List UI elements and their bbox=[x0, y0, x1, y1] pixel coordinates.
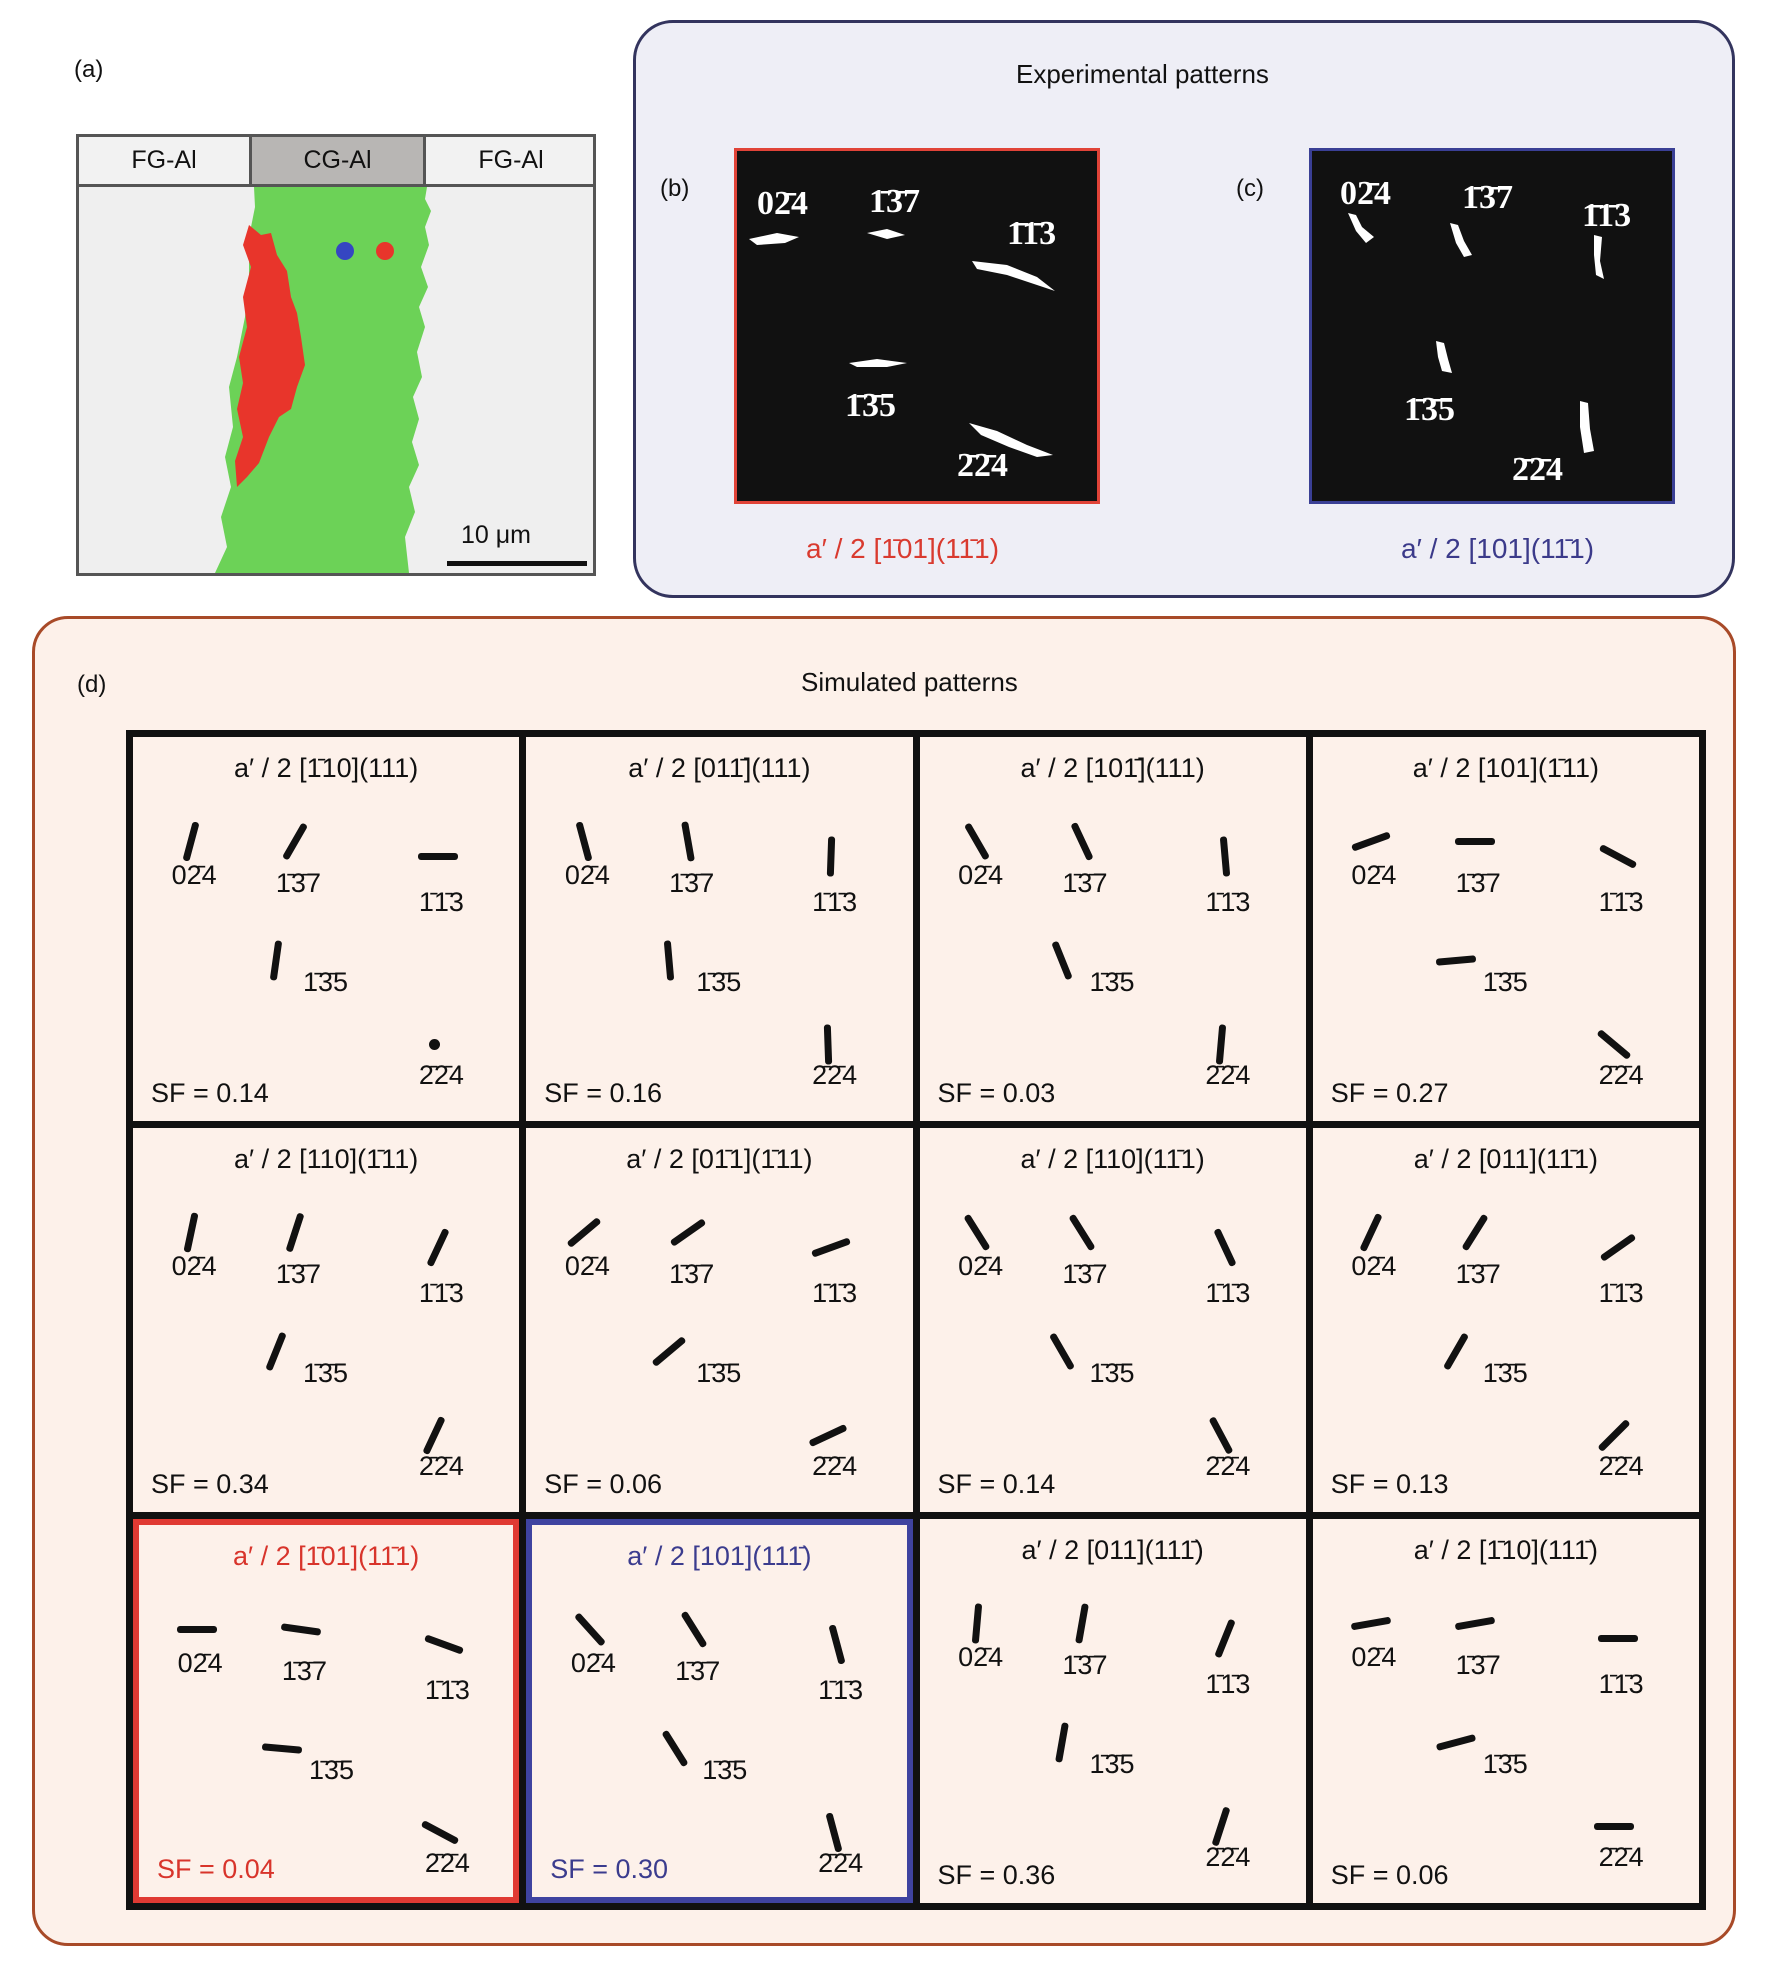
kikuchi-band-2 bbox=[286, 1212, 305, 1252]
spot-label-4: 1̄3̄5 bbox=[308, 1755, 354, 1786]
exp-c-spot-135: 1̄3̄5 bbox=[1404, 391, 1455, 428]
spot-label-2: 1̄3̄7 bbox=[1062, 1649, 1108, 1680]
simulated-cell-6 bbox=[526, 1128, 912, 1512]
spot-label-1: 02̄4 bbox=[570, 1647, 616, 1678]
kikuchi-band-1 bbox=[964, 822, 990, 860]
panel-a-micrograph bbox=[76, 134, 596, 576]
spot-label-3: 1̄1̄3 bbox=[1598, 886, 1644, 917]
spot-label-5: 2̄2̄4 bbox=[424, 1847, 470, 1878]
kikuchi-band-4 bbox=[1435, 955, 1475, 965]
schmid-factor: SF = 0.27 bbox=[1330, 1078, 1449, 1108]
cell-title: a′ / 2 [01̄1](1̄11) bbox=[626, 1144, 813, 1174]
spot-label-3: 1̄1̄3 bbox=[812, 1277, 858, 1308]
spot-label-5: 2̄2̄4 bbox=[1205, 1841, 1251, 1872]
scale-bar bbox=[447, 561, 587, 566]
schmid-factor: SF = 0.03 bbox=[937, 1078, 1056, 1108]
simulated-cell-11 bbox=[920, 1519, 1306, 1903]
experimental-patterns-box bbox=[633, 20, 1735, 598]
kikuchi-band-4 bbox=[1443, 1332, 1469, 1370]
kikuchi-band-2 bbox=[1075, 1603, 1089, 1644]
spot-label-1: 02̄4 bbox=[1351, 859, 1397, 890]
spot-label-2: 1̄3̄7 bbox=[281, 1655, 327, 1686]
grain-map bbox=[79, 187, 593, 573]
spot-label-1: 02̄4 bbox=[564, 859, 610, 890]
spot-label-2: 1̄3̄7 bbox=[1455, 1258, 1501, 1289]
spot-label-1: 02̄4 bbox=[1351, 1641, 1397, 1672]
spot-label-1: 02̄4 bbox=[958, 1250, 1004, 1281]
kikuchi-band-3 bbox=[427, 1228, 450, 1267]
spot-label-2: 1̄3̄7 bbox=[1455, 867, 1501, 898]
simulated-grid bbox=[126, 730, 1706, 1910]
spot-label-5: 2̄2̄4 bbox=[1598, 1450, 1644, 1481]
panel-a-label: (a) bbox=[74, 56, 104, 83]
kikuchi-band-3 bbox=[1213, 1228, 1236, 1267]
red-dot bbox=[376, 242, 394, 260]
kikuchi-band-5 bbox=[421, 1820, 460, 1845]
kikuchi-band-5 bbox=[423, 1416, 446, 1455]
cell-title: a′ / 2 [1̄01](11̄1) bbox=[233, 1541, 420, 1571]
cell-title: a′ / 2 [011](111̄) bbox=[1021, 1535, 1204, 1565]
spot-label-1: 02̄4 bbox=[171, 859, 217, 890]
spot-label-4: 1̄3̄5 bbox=[696, 1358, 742, 1389]
spot-label-2: 1̄3̄7 bbox=[1062, 867, 1108, 898]
spot-label-4: 1̄3̄5 bbox=[1089, 967, 1135, 998]
spot-label-2: 1̄3̄7 bbox=[669, 867, 715, 898]
header-fg-al-right: FG-Al bbox=[426, 137, 596, 187]
kikuchi-band-4 bbox=[662, 1729, 689, 1767]
kikuchi-band-2 bbox=[282, 822, 308, 860]
schmid-factor: SF = 0.36 bbox=[937, 1860, 1056, 1890]
kikuchi-band-3 bbox=[424, 1634, 464, 1654]
kikuchi-band-4 bbox=[270, 940, 282, 981]
simulated-cell-3 bbox=[920, 737, 1306, 1121]
kikuchi-band-4 bbox=[265, 1331, 286, 1371]
simulated-title: Simulated patterns bbox=[801, 667, 1018, 697]
spot-label-3: 1̄1̄3 bbox=[418, 1277, 464, 1308]
spot-label-4: 1̄3̄5 bbox=[1089, 1749, 1135, 1780]
kikuchi-band-2 bbox=[1455, 1616, 1496, 1630]
simulated-cell-1 bbox=[133, 737, 519, 1121]
schmid-factor: SF = 0.34 bbox=[151, 1469, 269, 1499]
cell-title: a′ / 2 [011](11̄1) bbox=[1413, 1144, 1598, 1174]
kikuchi-band-2 bbox=[281, 1623, 322, 1635]
spot-label-3: 1̄1̄3 bbox=[1598, 1668, 1644, 1699]
exp-b-spot-113: 1̄1̄3 bbox=[1007, 215, 1057, 252]
schmid-factor: SF = 0.04 bbox=[157, 1854, 275, 1884]
spot-label-4: 1̄3̄5 bbox=[1482, 967, 1528, 998]
pattern-c-image bbox=[1309, 148, 1675, 504]
spot-dot bbox=[429, 1039, 440, 1050]
spot-label-4: 1̄3̄5 bbox=[702, 1755, 748, 1786]
kikuchi-band-1 bbox=[1350, 1616, 1391, 1630]
kikuchi-band-1 bbox=[972, 1603, 982, 1643]
kikuchi-band-2 bbox=[670, 1218, 707, 1247]
panel-c-label: (c) bbox=[1236, 175, 1264, 202]
simulated-cell-5 bbox=[133, 1128, 519, 1512]
blue-dot bbox=[336, 242, 354, 260]
simulated-cell-10 bbox=[526, 1519, 912, 1903]
exp-c-spot-224: 2̄2̄4 bbox=[1512, 451, 1563, 488]
kikuchi-band-3 bbox=[1219, 836, 1229, 876]
kikuchi-band-2 bbox=[1461, 1213, 1488, 1251]
kikuchi-band-1 bbox=[177, 1626, 217, 1633]
spot-label-2: 1̄3̄7 bbox=[669, 1258, 715, 1289]
spot-label-5: 2̄2̄4 bbox=[812, 1059, 858, 1090]
kikuchi-band-1 bbox=[1359, 1213, 1382, 1252]
kikuchi-band-1 bbox=[183, 1212, 198, 1253]
spot-label-1: 02̄4 bbox=[958, 859, 1004, 890]
kikuchi-band-1 bbox=[182, 821, 199, 861]
simulated-cell-12 bbox=[1313, 1519, 1699, 1903]
cell-title: a′ / 2 [1̄10](111̄) bbox=[1413, 1535, 1598, 1565]
simulated-cell-2 bbox=[526, 737, 912, 1121]
cell-title: a′ / 2 [110](1̄11) bbox=[234, 1144, 419, 1174]
kikuchi-band-2 bbox=[1455, 838, 1495, 845]
kikuchi-band-3 bbox=[418, 853, 458, 860]
simulated-cell-4 bbox=[1313, 737, 1699, 1121]
simulated-cell-9 bbox=[133, 1519, 519, 1903]
exp-b-spot-137: 1̄3̄7 bbox=[869, 183, 920, 220]
spot-label-1: 02̄4 bbox=[564, 1250, 610, 1281]
spot-label-3: 1̄1̄3 bbox=[818, 1674, 864, 1705]
kikuchi-band-1 bbox=[574, 1612, 606, 1646]
kikuchi-band-4 bbox=[1049, 1332, 1075, 1370]
spot-label-4: 1̄3̄5 bbox=[696, 967, 742, 998]
kikuchi-band-3 bbox=[1214, 1619, 1235, 1659]
simulated-cell-8 bbox=[1313, 1128, 1699, 1512]
kikuchi-band-1 bbox=[964, 1213, 991, 1251]
schmid-factor: SF = 0.06 bbox=[544, 1469, 663, 1499]
spot-label-1: 02̄4 bbox=[177, 1647, 223, 1678]
exp-c-spot-024: 02̄4 bbox=[1340, 175, 1391, 212]
spot-label-2: 1̄3̄7 bbox=[675, 1655, 721, 1686]
spot-label-4: 1̄3̄5 bbox=[302, 967, 348, 998]
spot-label-2: 1̄3̄7 bbox=[1062, 1258, 1108, 1289]
kikuchi-band-1 bbox=[1351, 831, 1391, 851]
spot-label-2: 1̄3̄7 bbox=[275, 1258, 321, 1289]
kikuchi-band-4 bbox=[262, 1743, 302, 1753]
spot-label-2: 1̄3̄7 bbox=[1455, 1649, 1501, 1680]
exp-c-spot-137: 1̄3̄7 bbox=[1462, 179, 1513, 216]
pattern-b-image bbox=[734, 148, 1100, 504]
schmid-factor: SF = 0.30 bbox=[550, 1854, 669, 1884]
kikuchi-band-3 bbox=[1598, 1635, 1638, 1642]
spot-label-4: 1̄3̄5 bbox=[1089, 1358, 1135, 1389]
kikuchi-band-2 bbox=[682, 821, 696, 862]
kikuchi-band-3 bbox=[827, 836, 835, 876]
kikuchi-band-5 bbox=[1597, 1419, 1630, 1452]
spot-label-3: 1̄1̄3 bbox=[1598, 1277, 1644, 1308]
exp-c-spot-113: 1̄1̄3 bbox=[1582, 197, 1632, 234]
cell-title: a′ / 2 [1̄10](111) bbox=[234, 753, 419, 783]
spot-label-3: 1̄1̄3 bbox=[1205, 886, 1251, 917]
simulated-cell-7 bbox=[920, 1128, 1306, 1512]
exp-b-spot-135: 1̄3̄5 bbox=[845, 387, 896, 424]
schmid-factor: SF = 0.13 bbox=[1330, 1469, 1449, 1499]
kikuchi-band-4 bbox=[1052, 940, 1073, 980]
cell-title: a′ / 2 [011̄](111) bbox=[628, 753, 811, 783]
spot-label-1: 02̄4 bbox=[1351, 1250, 1397, 1281]
header-fg-al-left: FG-Al bbox=[79, 137, 252, 187]
experimental-title: Experimental patterns bbox=[1016, 59, 1269, 89]
schmid-factor: SF = 0.14 bbox=[151, 1078, 269, 1108]
kikuchi-band-4 bbox=[652, 1336, 687, 1367]
spot-label-3: 1̄1̄3 bbox=[1205, 1277, 1251, 1308]
kikuchi-band-3 bbox=[1599, 1233, 1636, 1262]
panel-b-label: (b) bbox=[660, 175, 690, 202]
kikuchi-band-2 bbox=[1070, 822, 1093, 861]
kikuchi-band-1 bbox=[567, 1217, 602, 1248]
kikuchi-band-5 bbox=[1596, 1029, 1631, 1060]
kikuchi-band-5 bbox=[1208, 1416, 1233, 1455]
scale-bar-label: 10 μm bbox=[461, 521, 531, 549]
spot-label-5: 2̄2̄4 bbox=[1205, 1059, 1251, 1090]
cell-title: a′ / 2 [101̄](111) bbox=[1020, 753, 1205, 783]
spot-label-5: 2̄2̄4 bbox=[812, 1450, 858, 1481]
kikuchi-band-5 bbox=[808, 1424, 847, 1447]
kikuchi-band-3 bbox=[829, 1624, 846, 1664]
kikuchi-band-1 bbox=[576, 821, 593, 861]
spot-label-1: 02̄4 bbox=[171, 1250, 217, 1281]
kikuchi-band-2 bbox=[1068, 1213, 1095, 1251]
spot-label-4: 1̄3̄5 bbox=[1482, 1749, 1528, 1780]
spot-label-5: 2̄2̄4 bbox=[1598, 1841, 1644, 1872]
spot-label-5: 2̄2̄4 bbox=[1598, 1059, 1644, 1090]
spot-label-1: 02̄4 bbox=[958, 1641, 1004, 1672]
kikuchi-band-3 bbox=[811, 1237, 851, 1257]
spot-label-3: 1̄1̄3 bbox=[424, 1674, 470, 1705]
pattern-b-caption: a′ / 2 [1̄01](11̄1) bbox=[806, 533, 1000, 564]
kikuchi-band-4 bbox=[1435, 1734, 1475, 1751]
schmid-factor: SF = 0.06 bbox=[1330, 1860, 1449, 1890]
spot-label-3: 1̄1̄3 bbox=[812, 886, 858, 917]
spot-label-5: 2̄2̄4 bbox=[818, 1847, 864, 1878]
kikuchi-band-4 bbox=[664, 940, 674, 980]
spot-label-4: 1̄3̄5 bbox=[1482, 1358, 1528, 1389]
spot-label-5: 2̄2̄4 bbox=[418, 1059, 464, 1090]
spot-label-2: 1̄3̄7 bbox=[275, 867, 321, 898]
panel-d-label: (d) bbox=[77, 671, 107, 698]
spot-label-5: 2̄2̄4 bbox=[1205, 1450, 1251, 1481]
cell-title: a′ / 2 [101](111̄) bbox=[627, 1541, 812, 1571]
kikuchi-band-3 bbox=[1599, 844, 1638, 869]
spot-label-3: 1̄1̄3 bbox=[1205, 1668, 1251, 1699]
exp-b-spot-224: 2̄2̄4 bbox=[957, 447, 1008, 484]
spot-label-3: 1̄1̄3 bbox=[418, 886, 464, 917]
schmid-factor: SF = 0.16 bbox=[544, 1078, 663, 1108]
pattern-c-caption: a′ / 2 [101](11̄1) bbox=[1401, 533, 1595, 564]
schmid-factor: SF = 0.14 bbox=[937, 1469, 1056, 1499]
cell-title: a′ / 2 [101](1̄11) bbox=[1412, 753, 1599, 783]
kikuchi-band-4 bbox=[1055, 1722, 1069, 1763]
spot-label-5: 2̄2̄4 bbox=[418, 1450, 464, 1481]
exp-b-spot-024: 02̄4 bbox=[757, 185, 808, 222]
header-cg-al: CG-Al bbox=[252, 137, 426, 187]
kikuchi-band-2 bbox=[681, 1610, 708, 1648]
cell-title: a′ / 2 [110](11̄1) bbox=[1020, 1144, 1205, 1174]
spot-label-4: 1̄3̄5 bbox=[302, 1358, 348, 1389]
kikuchi-band-5 bbox=[1594, 1823, 1634, 1830]
